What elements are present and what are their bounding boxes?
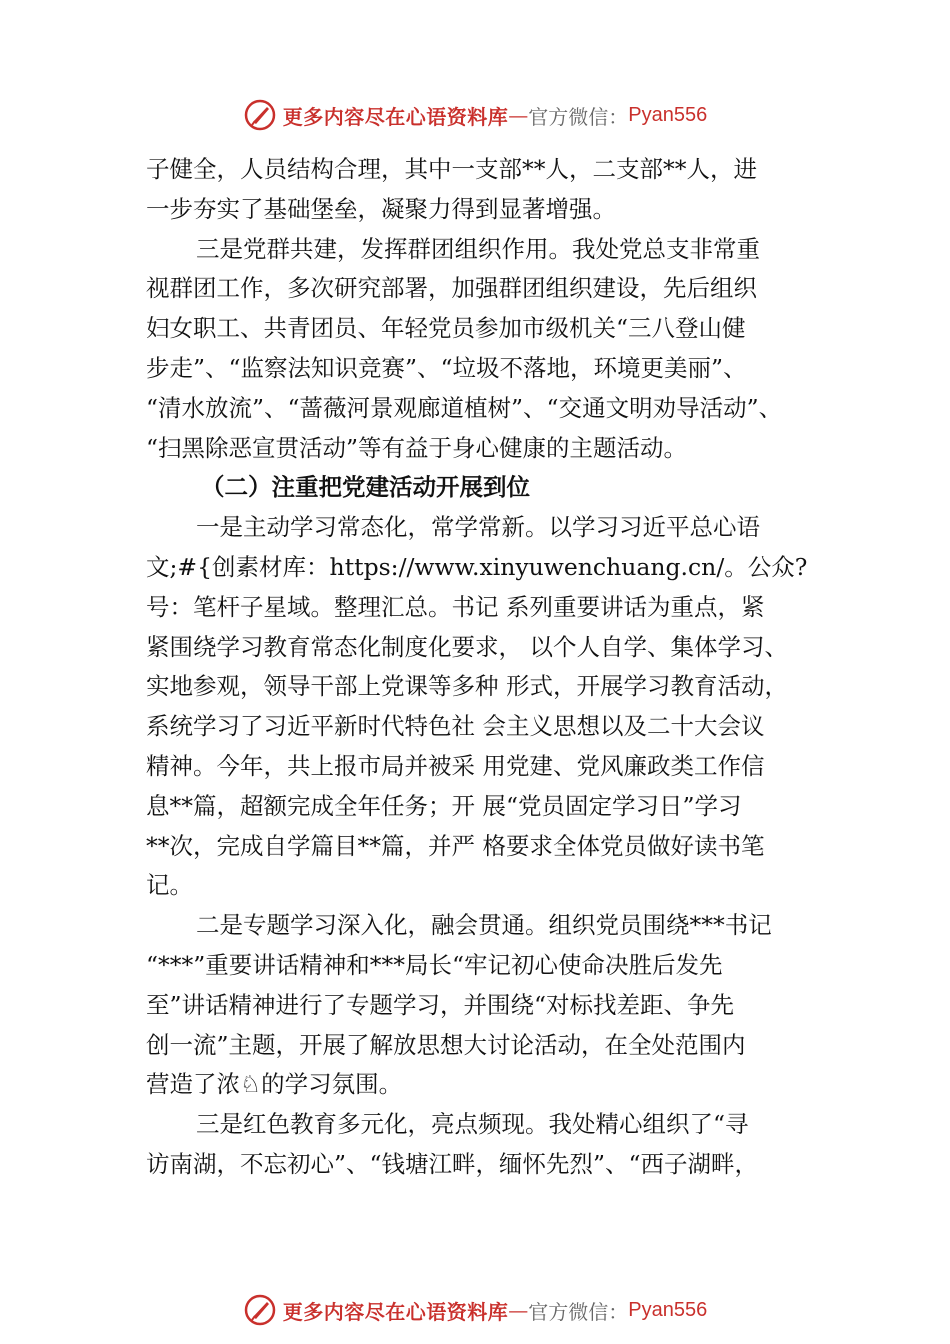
document-body	[146, 150, 846, 1185]
text-line: 至”讲话精神进行了专题学习，并围绕“对标找差距、争先	[146, 990, 735, 1019]
watermark-label: 官方微信：	[528, 104, 629, 129]
text-line: 息**篇，超额完成全年任务；开 展“党员固定学习日”学习	[146, 791, 742, 820]
text-line: 步走”、“监察法知识竞赛”、“垃圾不落地，环境更美丽”、	[146, 353, 747, 382]
text-line: 号：笔杆子星域。整理汇总。书记 系列重要讲话为重点，紧	[146, 592, 765, 621]
text-line: 妇女职工、共青团员、年轻党员参加市级机关“三八登山健	[146, 314, 746, 343]
text-line: “***”重要讲话精神和***局长“牢记初心使命决胜后发先	[146, 950, 723, 979]
text-line: 紧围绕学习教育常态化制度化要求， 以个人自学、集体学习、	[146, 632, 788, 661]
text-line: 系统学习了习近平新时代特色社 会主义思想以及二十大会议	[146, 712, 765, 741]
text-line: 创一流”主题，开展了解放思想大讨论活动，在全处范围内	[146, 1030, 746, 1059]
paragraph-line: 二是专题学习深入化，融会贯通。组织党员围绕***书记	[196, 911, 772, 940]
paragraph-line: 三是党群共建，发挥群团组织作用。我处党总支非常重	[196, 234, 760, 263]
quill-logo-icon	[243, 98, 277, 132]
page-footer-watermark	[0, 1290, 950, 1330]
section-heading: （二）注重把党建活动开展到位	[201, 473, 530, 502]
quill-logo-icon	[243, 1293, 277, 1327]
text-line: 一步夯实了基础堡垒，凝聚力得到显著增强。	[146, 194, 616, 223]
text-line: “扫黑除恶宣贯活动”等有益于身心健康的主题活动。	[146, 433, 688, 462]
text-line: 记。	[146, 871, 193, 900]
text-line: 精神。今年，共上报市局并被采 用党建、党风廉政类工作信	[146, 751, 765, 780]
watermark-id: Pyan556	[628, 1298, 708, 1321]
text-line: **次，完成自学篇目**篇，并严 格要求全体党员做好读书笔	[146, 831, 765, 860]
text-line: 子健全，人员结构合理，其中一支部**人，二支部**人，进	[146, 155, 757, 183]
watermark-dash: —	[508, 1298, 529, 1322]
watermark-text: 更多内容尽在心语资料库	[282, 1299, 509, 1324]
text-line: 访南湖，不忘初心”、“钱塘江畔，缅怀先烈”、“西子湖畔，	[146, 1149, 759, 1178]
watermark-id: Pyan556	[628, 103, 708, 126]
text-line: 文;#{创素材库：https://www.xinyuwenchuang.cn/。公众?	[146, 552, 808, 581]
text-line: 实地参观，领导干部上党课等多种 形式，开展学习教育活动，	[146, 672, 788, 701]
watermark-dash: —	[508, 103, 529, 127]
watermark-label: 官方微信：	[528, 1299, 629, 1324]
paragraph-line: 三是红色教育多元化，亮点频现。我处精心组织了“寻	[196, 1110, 749, 1139]
watermark-text: 更多内容尽在心语资料库	[282, 104, 509, 129]
page-header-watermark	[0, 95, 950, 135]
text-line: “清水放流”、“蔷薇河景观廊道植树”、“交通文明劝导活动”、	[146, 393, 783, 422]
paragraph-line: 一是主动学习常态化，常学常新。以学习习近平总心语	[196, 513, 760, 542]
text-line: 视群团工作，多次研究部署，加强群团组织建设，先后组织	[146, 274, 757, 303]
text-line: 营造了浓♘的学习氛围。	[146, 1070, 403, 1099]
